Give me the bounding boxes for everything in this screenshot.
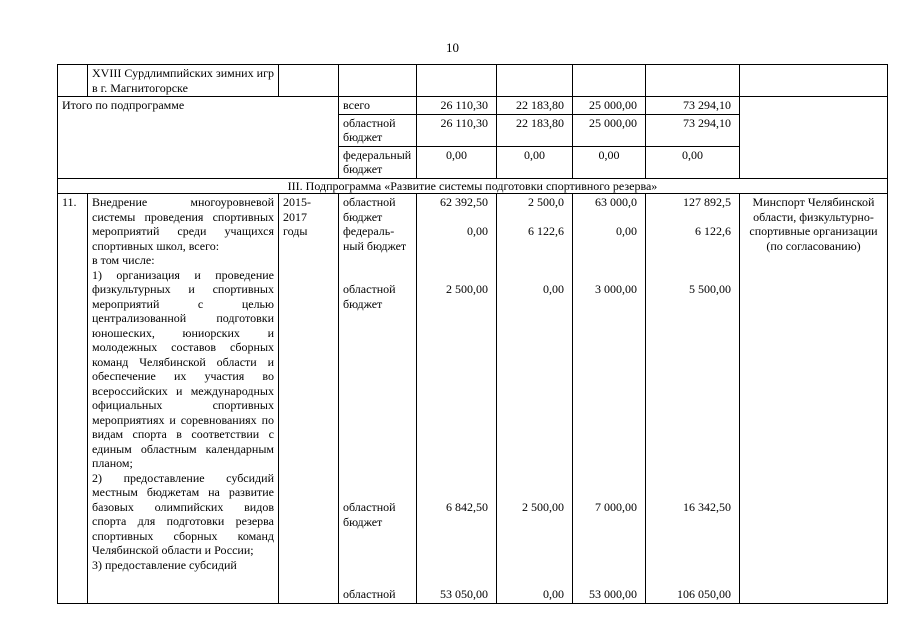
description-sub1: 1) организация и проведение физкультурных и спортивных мероприятий с целью централизованной подготовки юношеских, юниорских и молодежных составов сборных команд Челябинской области и обеспечение их участия во всероссийских и международных официальных спортивных мероприятиях и соревнованиях по видам спорта в соответствии с единым областным календарным планом; bbox=[92, 267, 274, 470]
responsible-cell-empty bbox=[740, 65, 888, 97]
totals-value: 22 183,80 bbox=[497, 97, 573, 115]
description-sub3: 3) предоставление субсидий bbox=[92, 557, 237, 572]
value-sub1: 0,00 bbox=[543, 282, 564, 296]
continuation-row bbox=[58, 65, 888, 97]
value-sub3: 106 050,00 bbox=[677, 587, 731, 601]
value-cell-empty bbox=[646, 65, 740, 97]
value-sub1: 2 500,00 bbox=[446, 282, 488, 296]
value-sub3: 53 000,00 bbox=[589, 587, 637, 601]
item-values-col2 bbox=[497, 194, 573, 604]
value-sub1: 5 500,00 bbox=[689, 282, 731, 296]
value-sub1: 3 000,00 bbox=[595, 282, 637, 296]
value-main-federal: 6 122,6 bbox=[528, 224, 564, 238]
value-sub2: 7 000,00 bbox=[595, 500, 637, 514]
program-table bbox=[57, 64, 888, 604]
value-main-regional: 127 892,5 bbox=[683, 195, 731, 209]
value-main-regional: 62 392,50 bbox=[440, 195, 488, 209]
source-sub2: областной бюджет bbox=[343, 500, 396, 529]
totals-responsible-empty bbox=[740, 97, 888, 179]
value-main-federal: 0,00 bbox=[616, 224, 637, 238]
value-main-federal: 6 122,6 bbox=[695, 224, 731, 238]
section-header: III. Подпрограмма «Развитие системы подготовки спортивного резерва» bbox=[58, 178, 888, 194]
value-main-federal: 0,00 bbox=[467, 224, 488, 238]
totals-label: Итого по подпрограмме bbox=[58, 97, 339, 179]
description-main: Внедрение многоуровневой системы проведения спортивных мероприятий среди учащихся спортивных школ, всего: bbox=[92, 195, 274, 253]
totals-source: областной бюджет bbox=[339, 114, 417, 146]
totals-value: 73 294,10 bbox=[646, 114, 740, 146]
totals-source: всего bbox=[339, 97, 417, 115]
period-cell-empty bbox=[279, 65, 339, 97]
source-sub1: областной бюджет bbox=[343, 282, 396, 311]
value-cell-empty bbox=[573, 65, 646, 97]
value-main-regional: 63 000,0 bbox=[595, 195, 637, 209]
item-period: 2015-2017 годы bbox=[279, 194, 339, 604]
page-number: 10 bbox=[446, 40, 459, 55]
value-sub3: 53 050,00 bbox=[440, 587, 488, 601]
source-main-federal: федераль-ный бюджет bbox=[343, 224, 407, 253]
totals-value: 0,00 bbox=[573, 146, 646, 178]
value-sub3: 0,00 bbox=[543, 587, 564, 601]
value-cell-empty bbox=[497, 65, 573, 97]
item-number: 11. bbox=[58, 194, 88, 604]
value-sub2: 6 842,50 bbox=[446, 500, 488, 514]
totals-value: 22 183,80 bbox=[497, 114, 573, 146]
totals-value: 26 110,30 bbox=[417, 97, 497, 115]
totals-value: 0,00 bbox=[497, 146, 573, 178]
totals-value: 26 110,30 bbox=[417, 114, 497, 146]
section-header-row bbox=[58, 178, 888, 194]
item-row bbox=[58, 194, 888, 604]
source-cell-empty bbox=[339, 65, 417, 97]
totals-value: 73 294,10 bbox=[646, 97, 740, 115]
totals-value: 25 000,00 bbox=[573, 114, 646, 146]
totals-value: 0,00 bbox=[646, 146, 740, 178]
value-main-regional: 2 500,0 bbox=[528, 195, 564, 209]
item-description bbox=[88, 194, 279, 604]
value-cell-empty bbox=[417, 65, 497, 97]
item-responsible: Минспорт Челябинской области, физкультурно-спортивные организации (по согласованию) bbox=[740, 194, 888, 604]
value-sub2: 16 342,50 bbox=[683, 500, 731, 514]
totals-source: федеральный бюджет bbox=[339, 146, 417, 178]
item-sources bbox=[339, 194, 417, 604]
source-main-regional: областной бюджет bbox=[343, 195, 396, 224]
item-values-col1 bbox=[417, 194, 497, 604]
description-sub-heading: в том числе: bbox=[92, 253, 155, 267]
continuation-text: XVIII Сурдлимпийских зимних игр в г. Магнитогорске bbox=[88, 65, 279, 97]
number-cell-empty bbox=[58, 65, 88, 97]
description-sub2: 2) предоставление субсидий местным бюджетам на развитие базовых олимпийских видов спорта для подготовки резерва спортивных сборных команд Челябинской области и России; bbox=[92, 470, 274, 557]
item-values-col4 bbox=[646, 194, 740, 604]
totals-value: 25 000,00 bbox=[573, 97, 646, 115]
totals-row-all bbox=[58, 97, 888, 115]
item-values-col3 bbox=[573, 194, 646, 604]
value-sub2: 2 500,00 bbox=[522, 500, 564, 514]
source-sub3: областной bbox=[343, 587, 396, 601]
totals-value: 0,00 bbox=[417, 146, 497, 178]
